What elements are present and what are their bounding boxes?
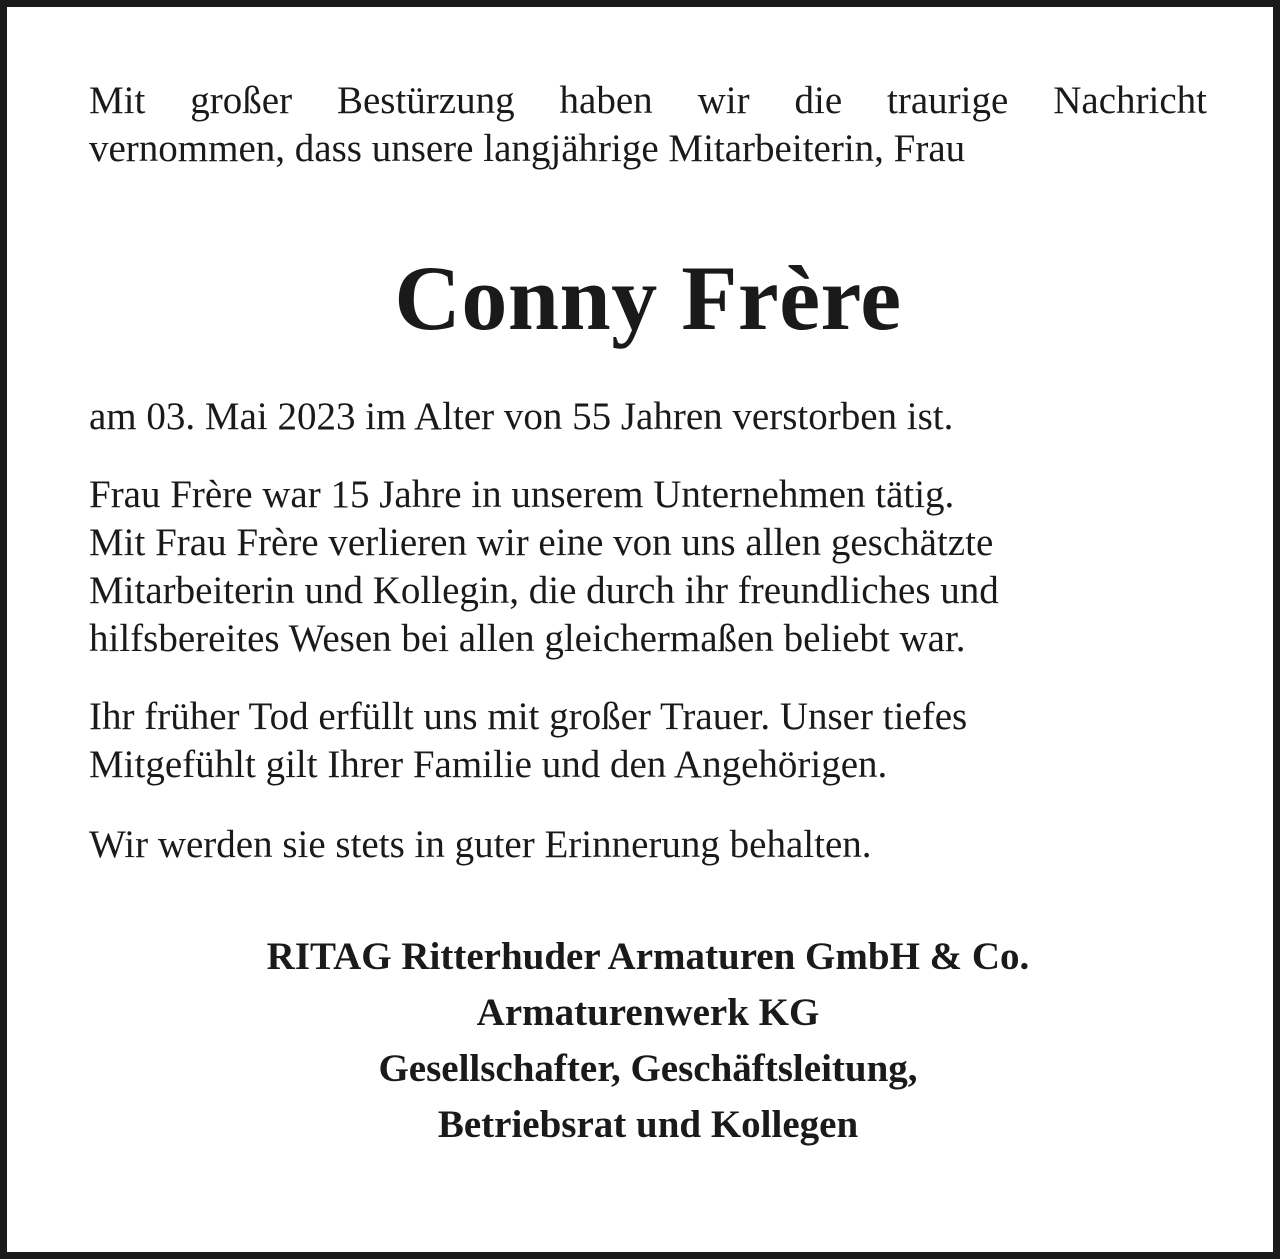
paragraph-grief <box>89 693 1207 789</box>
paragraph-years <box>89 471 1207 663</box>
date-line: am 03. Mai 2023 im Alter von 55 Jahren verstorben ist. <box>89 395 954 438</box>
signature-line-1: RITAG Ritterhuder Armaturen GmbH & Co. <box>266 935 1030 978</box>
obituary-content <box>89 77 1207 1153</box>
signature-line-3: Gesellschafter, Geschäftsleitung, <box>378 1047 918 1090</box>
paragraph-grief-line-2: Mitgefühlt gilt Ihrer Familie und den Angehörigen. <box>89 743 888 786</box>
paragraph-years-line-4: hilfsbereites Wesen bei allen gleichermaßen beliebt war. <box>89 617 966 660</box>
paragraph-years-line-1: Frau Frère war 15 Jahre in unserem Unternehmen tätig. <box>89 473 955 516</box>
paragraph-years-line-2: Mit Frau Frère verlieren wir eine von uns allen geschätzte <box>89 521 994 564</box>
paragraph-years-line-3: Mitarbeiterin und Kollegin, die durch ihr freundliches und <box>89 569 999 612</box>
intro-line-2: vernommen, dass unsere langjährige Mitarbeiterin, Frau <box>89 127 966 170</box>
intro-paragraph <box>89 77 1207 173</box>
paragraph-grief-line-1: Ihr früher Tod erfüllt uns mit großer Trauer. Unser tiefes <box>89 695 968 738</box>
intro-line-1: Mit großer Bestürzung haben wir die traurige Nachricht <box>89 79 1207 122</box>
signature-line-2: Armaturenwerk KG <box>476 991 820 1034</box>
signature-block <box>89 929 1207 1153</box>
signature-line-4: Betriebsrat und Kollegen <box>437 1103 859 1146</box>
deceased-name: Conny Frère <box>394 247 902 349</box>
paragraph-memory: Wir werden sie stets in guter Erinnerung behalten. <box>89 823 872 866</box>
